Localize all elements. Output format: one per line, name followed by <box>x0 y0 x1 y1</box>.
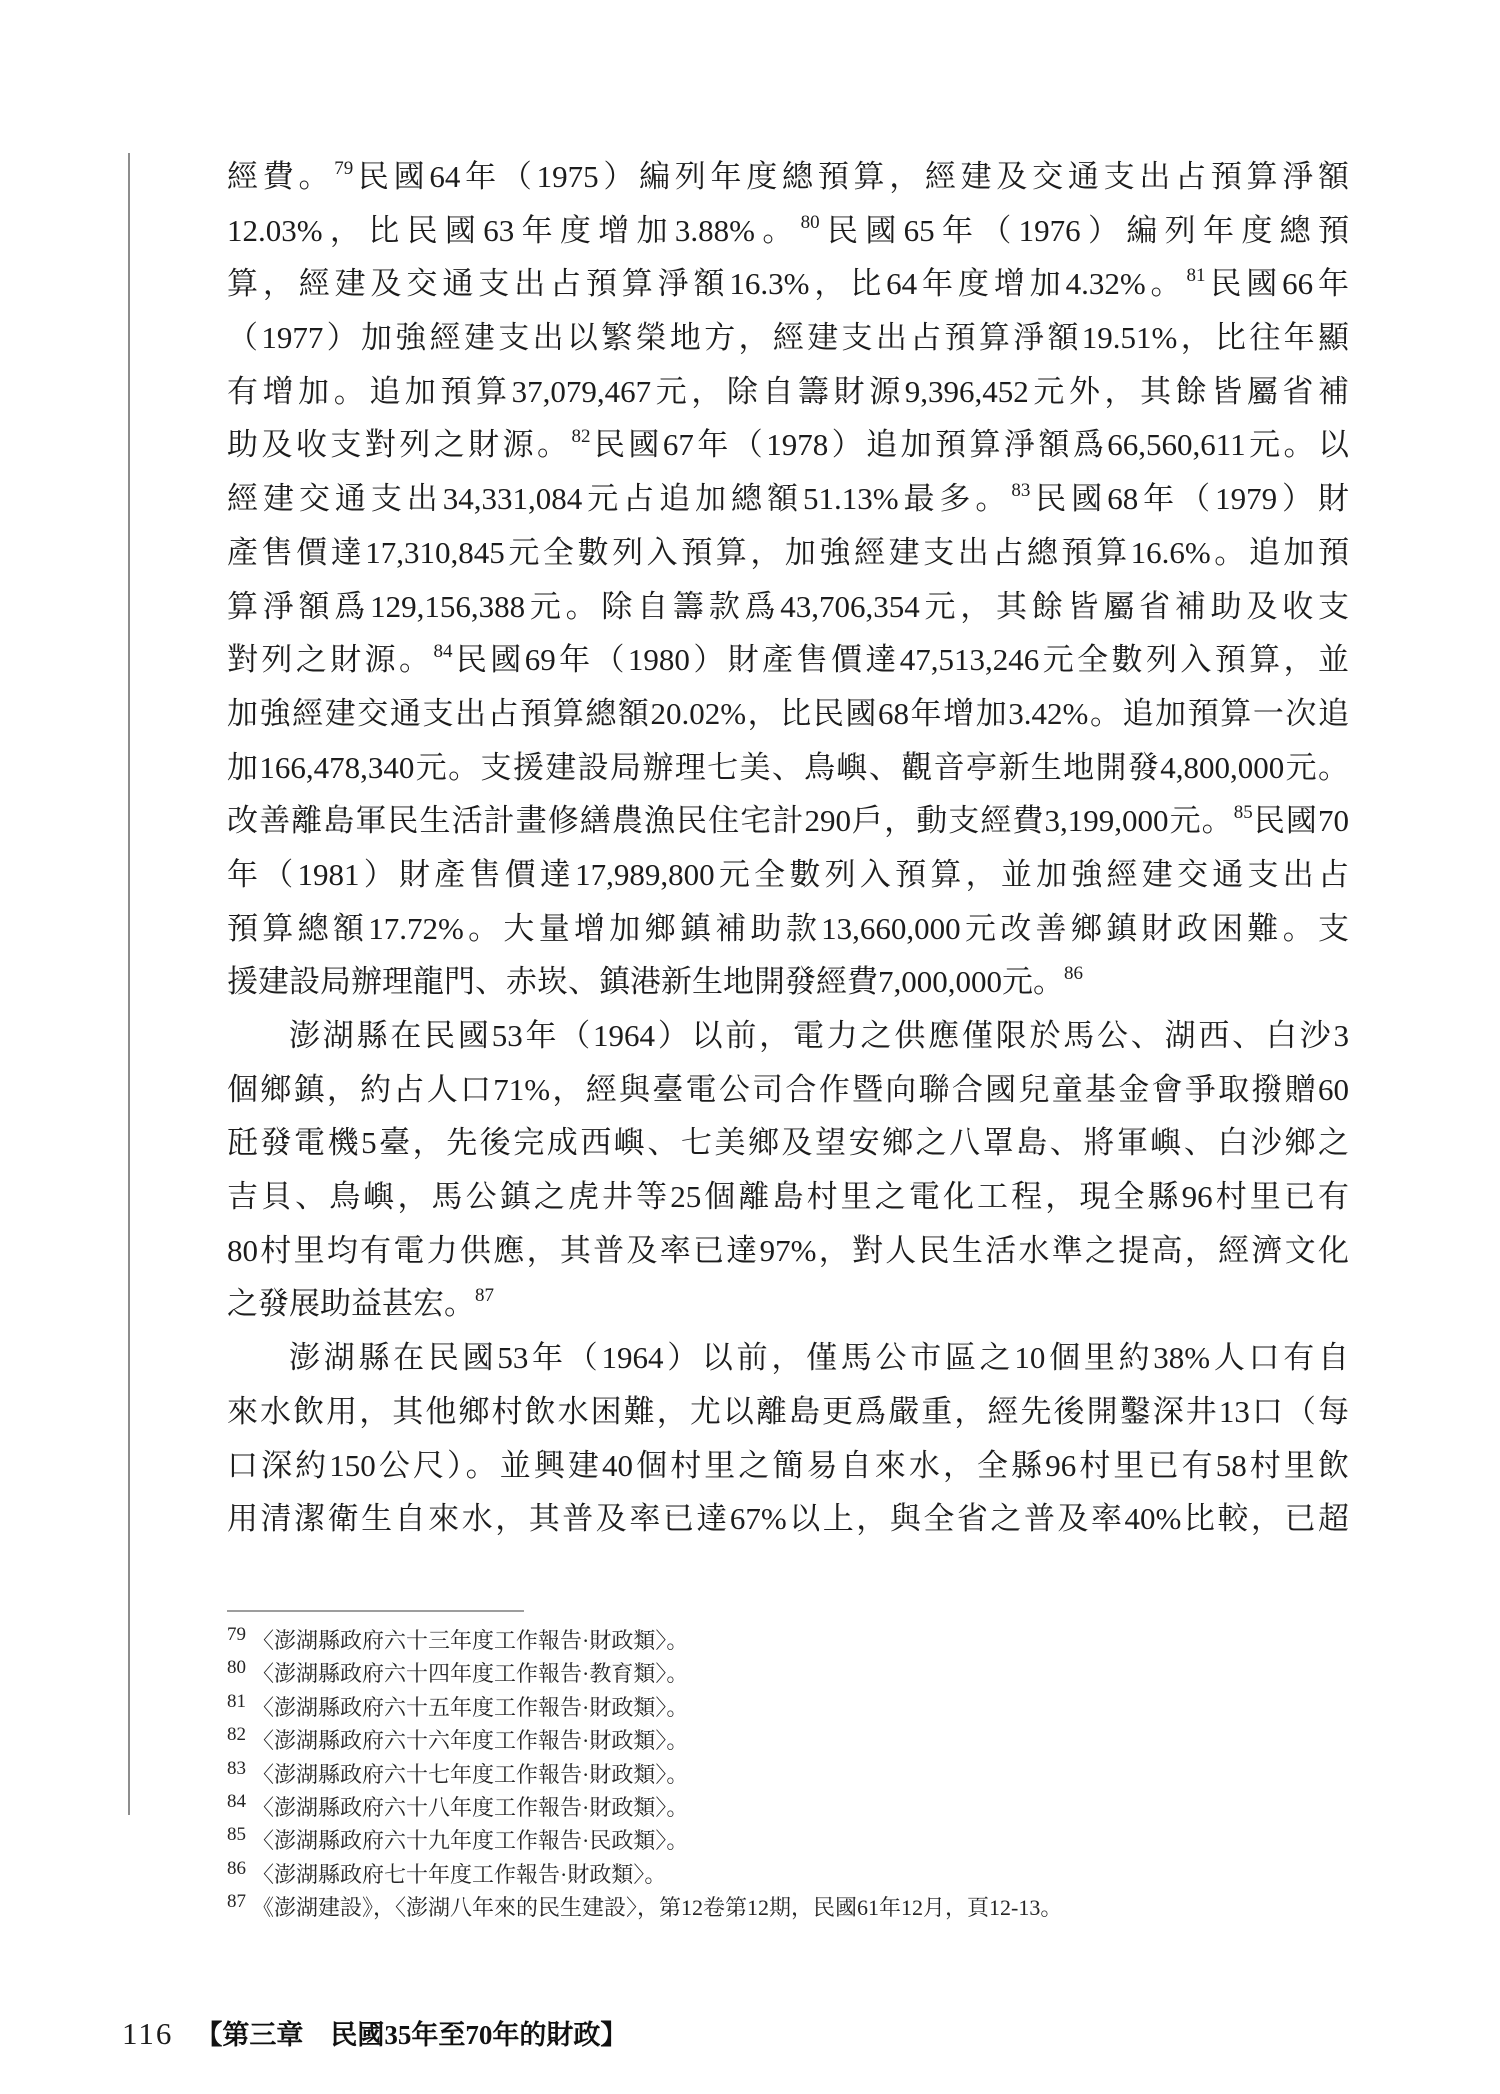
body-text-run: 瓩發電機5臺，先後完成西嶼、七美鄉及望安鄉之八罩島、將軍嶼、白沙鄉之 <box>227 1125 1349 1161</box>
body-text-run: 來水飲用，其他鄉村飲水困難，尤以離島更爲嚴重，經先後開鑿深井13口（每 <box>227 1393 1349 1429</box>
body-line <box>227 633 1349 687</box>
body-line <box>227 257 1349 311</box>
footnote <box>227 1691 1377 1724</box>
footnote-text: 〈澎湖縣政府六十五年度工作報告·財政類〉。 <box>252 1694 689 1720</box>
body-text-run: 產售價達17,310,845元全數列入預算，加強經建支出占總預算16.6%。追加預 <box>227 534 1349 570</box>
page-number: 116 <box>122 2016 174 2051</box>
body-line <box>227 1224 1349 1278</box>
footnote-ref: 84 <box>433 641 453 663</box>
body-line <box>227 365 1349 419</box>
chapter-title: 【第三章 民國35年至70年的財政】 <box>195 2020 628 2050</box>
body-text-run: 民國65年（1976）編列年度總預 <box>819 212 1349 248</box>
margin-rule <box>128 153 130 1815</box>
body-line <box>227 1063 1349 1117</box>
body-line <box>227 1492 1349 1546</box>
footnote-number: 85 <box>227 1824 246 1846</box>
body-text-run: 澎湖縣在民國53年（1964）以前，電力之供應僅限於馬公、湖西、白沙3 <box>289 1018 1349 1053</box>
body-text-run: 80村里均有電力供應，其普及率已達97%，對人民生活水準之提高，經濟文化 <box>227 1232 1349 1268</box>
body-line <box>227 472 1349 526</box>
footnote-text: 〈澎湖縣政府六十三年度工作報告·財政類〉。 <box>252 1628 689 1653</box>
body-text-run: 經費。 <box>227 159 335 194</box>
body-text-run: 民國64年（1975）編列年度總預算，經建及交通支出占預算淨額 <box>353 159 1350 194</box>
page-footer <box>122 2010 627 2058</box>
body-text-run: 12.03%，比民國63年度增加3.88%。 <box>227 212 801 248</box>
footnote <box>227 1657 1377 1690</box>
footnote-ref: 80 <box>800 211 820 233</box>
body-line <box>227 794 1349 848</box>
footnote-text: 〈澎湖縣政府六十六年度工作報告·財政類〉。 <box>252 1728 689 1754</box>
body-text-run: 算淨額爲129,156,388元。除自籌款爲43,706,354元，其餘皆屬省補助及收支 <box>227 588 1349 624</box>
body-text-run: 民國67年（1978）追加預算淨額爲66,560,611元。以 <box>590 427 1349 463</box>
body-text-run: 援建設局辦理龍門、赤崁、鎮港新生地開發經費7,000,000元。 <box>227 964 1064 1000</box>
footnote-number: 84 <box>227 1790 246 1812</box>
footnote <box>227 1791 1377 1824</box>
body-text-run: （1977）加強經建支出以繁榮地方，經建支出占預算淨額19.51%，比往年顯 <box>227 320 1349 356</box>
footnote-text: 〈澎湖縣政府六十七年度工作報告·財政類〉。 <box>252 1761 689 1787</box>
footnote-ref: 85 <box>1233 802 1253 824</box>
body-line <box>227 955 1349 1009</box>
footnote-text: 〈澎湖縣政府七十年度工作報告·財政類〉。 <box>252 1861 667 1887</box>
footnote-text: 〈澎湖縣政府六十九年度工作報告·民政類〉。 <box>252 1828 689 1854</box>
body-text-run: 年（1981）財產售價達17,989,800元全數列入預算，並加強經建交通支出占 <box>227 856 1349 892</box>
body-text-run: 對列之財源。 <box>227 642 434 678</box>
footnote-ref: 83 <box>1011 480 1031 502</box>
footnote-ref: 82 <box>571 426 591 448</box>
footnote <box>227 1824 1377 1857</box>
body-text-run: 之發展助益甚宏。 <box>227 1286 475 1322</box>
body-line <box>227 687 1349 741</box>
body-text-run: 民國70 <box>1252 803 1350 839</box>
body-line <box>227 1439 1349 1493</box>
footnote-separator <box>227 1610 524 1612</box>
body-line <box>227 150 1349 204</box>
body-text-run: 算，經建及交通支出占預算淨額16.3%，比64年度增加4.32%。 <box>227 266 1187 302</box>
footnote-text: 〈澎湖縣政府六十四年度工作報告·教育類〉。 <box>252 1661 689 1687</box>
body-line <box>227 204 1349 258</box>
body-line <box>227 1009 1349 1063</box>
body-line <box>227 848 1349 902</box>
body-text-run: 口深約150公尺）。並興建40個村里之簡易自來水，全縣96村里已有58村里飲 <box>227 1447 1349 1483</box>
footnote <box>227 1758 1377 1791</box>
body-text-run: 民國66年 <box>1205 266 1350 302</box>
body-text <box>227 150 1349 1546</box>
body-text-run: 改善離島軍民生活計畫修繕農漁民住宅計290戶，動支經費3,199,000元。 <box>227 803 1234 839</box>
body-line <box>227 580 1349 634</box>
footnote <box>227 1891 1377 1924</box>
body-text-run: 民國69年（1980）財產售價達47,513,246元全數列入預算，並 <box>452 642 1350 678</box>
footnote-number: 86 <box>227 1857 246 1879</box>
body-line <box>227 526 1349 580</box>
body-text-run: 助及收支對列之財源。 <box>227 427 572 463</box>
footnote-number: 80 <box>227 1657 246 1679</box>
footnote-text: 〈澎湖縣政府六十八年度工作報告·財政類〉。 <box>252 1794 689 1820</box>
body-text-run: 用清潔衛生自來水，其普及率已達67%以上，與全省之普及率40%比較，已超 <box>227 1501 1349 1537</box>
footnote-ref: 87 <box>475 1285 494 1307</box>
body-text-run: 加強經建交通支出占預算總額20.02%，比民國68年增加3.42%。追加預算一次追 <box>227 695 1349 731</box>
body-text-run: 有增加。追加預算37,079,467元，除自籌財源9,396,452元外，其餘皆屬省補 <box>227 373 1349 409</box>
footnote-ref: 79 <box>334 158 354 179</box>
footnote-number: 83 <box>227 1757 246 1779</box>
footnote-ref: 81 <box>1186 265 1206 287</box>
body-text-run: 吉貝、鳥嶼，馬公鎮之虎井等25個離島村里之電化工程，現全縣96村里已有 <box>227 1179 1349 1215</box>
body-line <box>227 1277 1349 1331</box>
body-text-run: 澎湖縣在民國53年（1964）以前，僅馬公市區之10個里約38%人口有自 <box>289 1340 1349 1376</box>
footnote-text: 《澎湖建設》，〈澎湖八年來的民生建設〉，第12卷第12期，民國61年12月，頁12-13。 <box>252 1895 1063 1921</box>
footnotes <box>227 1624 1377 1925</box>
body-line <box>227 902 1349 956</box>
body-text-run: 個鄉鎮，約占人口71%，經與臺電公司合作暨向聯合國兒童基金會爭取撥贈60 <box>227 1071 1349 1107</box>
body-text-run: 預算總額17.72%。大量增加鄉鎮補助款13,660,000元改善鄉鎮財政困難。支 <box>227 910 1349 946</box>
footnote-ref: 86 <box>1064 963 1083 985</box>
body-text-run: 民國68年（1979）財 <box>1030 481 1349 517</box>
footnote <box>227 1858 1377 1891</box>
body-text-run: 加166,478,340元。支援建設局辦理七美、鳥嶼、觀音亭新生地開發4,800,000元。 <box>227 749 1349 785</box>
footnote-number: 87 <box>227 1891 246 1913</box>
body-line <box>227 741 1349 795</box>
body-line <box>227 1116 1349 1170</box>
body-line <box>227 1331 1349 1385</box>
body-text-run: 經建交通支出34,331,084元占追加總額51.13%最多。 <box>227 481 1012 517</box>
body-line <box>227 311 1349 365</box>
footnote <box>227 1724 1377 1757</box>
body-line <box>227 1385 1349 1439</box>
body-line <box>227 1170 1349 1224</box>
footnote-number: 81 <box>227 1690 246 1712</box>
body-line <box>227 418 1349 472</box>
footnote-number: 79 <box>227 1624 246 1645</box>
footnote-number: 82 <box>227 1724 246 1746</box>
footnote <box>227 1624 1377 1657</box>
